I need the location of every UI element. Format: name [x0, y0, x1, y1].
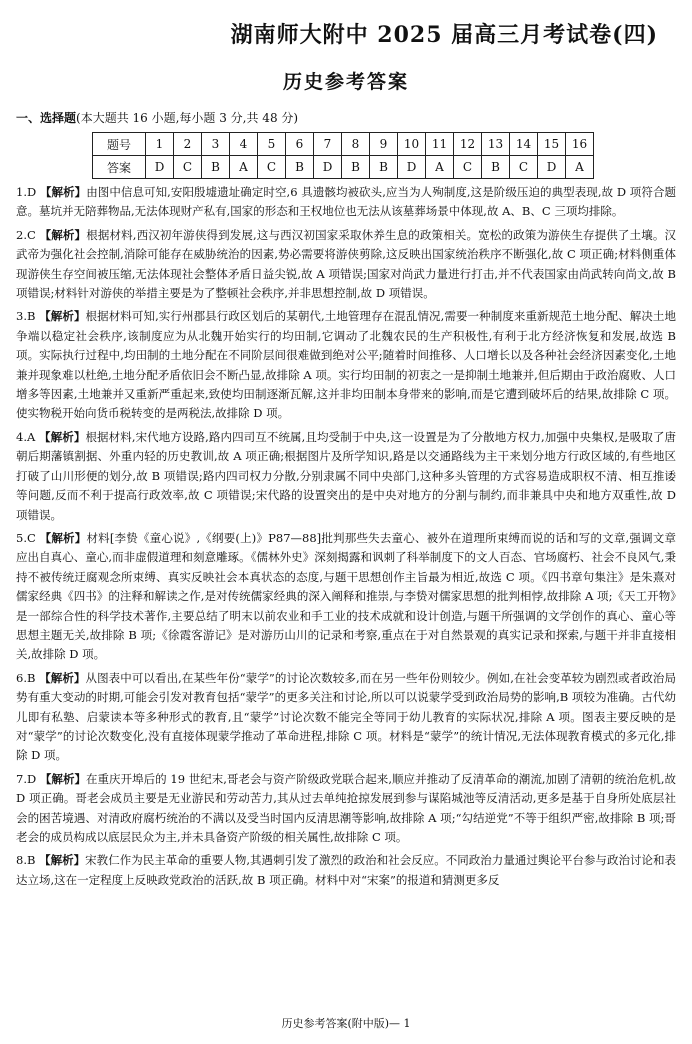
answer-cell: A: [566, 156, 594, 179]
answer-cell: B: [202, 156, 230, 179]
answer-cell: D: [146, 156, 174, 179]
answer-cell: D: [314, 156, 342, 179]
answer-cell: B: [370, 156, 398, 179]
explanations-list: [16, 183, 676, 890]
explanation-item: [16, 428, 676, 525]
answer-cell: B: [482, 156, 510, 179]
explanation-item: [16, 226, 676, 304]
question-number-cell: 12: [454, 133, 482, 156]
question-answer-label: 2.C: [16, 227, 36, 242]
analysis-tag: 【解析】: [39, 853, 86, 868]
question-number-cell: 8: [342, 133, 370, 156]
section-note: (本大题共 16 小题,每小题 3 分,共 48 分): [76, 111, 299, 125]
question-answer-label: 8.B: [16, 853, 36, 868]
question-answer-label: 4.A: [16, 429, 36, 444]
question-answer-label: 1.D: [16, 185, 37, 199]
explanation-item: [16, 770, 676, 848]
answer-cell: D: [398, 156, 426, 179]
answer-cell: C: [454, 156, 482, 179]
exam-title: 湖南师大附中 2025 届高三月考试卷(四): [230, 22, 658, 48]
analysis-text: 在重庆开埠后的 19 世纪末,哥老会与资产阶级政党联合起来,顺应并推动了反清革命的潮流,加剧了清朝的统治危机,故 D 项正确。哥老会成员主要是无业游民和劳动苦力,其从过去单纯抢掠发展到参与谋陷城池等反清活动,更多是基于自身所处底层社会的困苦境遇、对清政府腐朽统治的不满以及受当时国内反清思潮等影响,故排除 A 项;“勾结逆党”不等于组织严密,故排除 B 项;哥老会的成员构成以底层民众为主,并未具备资产阶级的相关属性,故排除 C 项。: [16, 771, 677, 844]
analysis-tag: 【解析】: [39, 429, 86, 444]
question-answer-label: 5.C: [16, 530, 36, 545]
question-number-cell: 6: [286, 133, 314, 156]
question-number-cell: 14: [510, 133, 538, 156]
answer-table: [92, 132, 594, 179]
analysis-text: 宋教仁作为民主革命的重要人物,其遇刺引发了激烈的政治和社会反应。不同政治力量通过舆论平台参与政治讨论和表达立场,这在一定程度上反映政党政治的活跃,故 B 项正确。材料中对“宋案”的报道和猜测更多反: [16, 853, 677, 887]
analysis-tag: 【解析】: [39, 530, 87, 545]
analysis-text: 从图表中可以看出,在某些年份“蒙学”的讨论次数较多,而在另一些年份则较少。例如,在社会变革较为剧烈或者政治局势有重大变动的时期,可能会引发对教育包括“蒙学”的更多关注和讨论,所以可以说蒙学受到政治局势的影响,B 项较为准确。古代幼儿即有私塾、启蒙读本等多种形式的教育,且“蒙学”讨论次数不能完全等同于幼儿教育的实际状况,排除 A 项。图表主要反映的是对“蒙学”的讨论次数变化,没有直接体现蒙学推动了革命进程,排除 C 项。材料是“蒙学”的统计情况,无法体现教育模式的多元化,排除 D 项。: [16, 670, 677, 763]
section-heading: [16, 110, 676, 126]
explanation-item: [16, 851, 676, 890]
section-label: 一、选择题: [16, 111, 77, 125]
answer-row: [93, 156, 594, 179]
answer-cell: C: [510, 156, 538, 179]
question-number-cell: 15: [538, 133, 566, 156]
row-label-number: 题号: [93, 133, 146, 156]
explanation-item: [16, 307, 676, 423]
answer-key-title: 历史参考答案: [282, 71, 409, 93]
analysis-tag: 【解析】: [39, 771, 86, 786]
question-number-cell: 5: [258, 133, 286, 156]
question-number-cell: 2: [174, 133, 202, 156]
answer-cell: C: [174, 156, 202, 179]
question-number-cell: 4: [230, 133, 258, 156]
answer-cell: B: [342, 156, 370, 179]
analysis-text: 根据材料可知,实行州郡县行政区划后的某朝代,土地管理存在混乱情况,需要一种制度来重新规范土地分配、解决土地争端以稳定社会秩序,该制度应为从北魏开始实行的均田制,它调动了北魏农民的生产积极性,有利于北方经济恢复和发展,故选 B 项。实际执行过程中,均田制的土地分配在不同阶层间很难做到绝对公平;随着时间推移、人口增长以及各种社会经济因素变化,土地兼并现象难以杜绝,土地分配矛盾依旧会不断凸显,故排除 A 项。实行均田制的初衷之一是抑制土地兼并,但后期由于政治腐败、人口增多等因素,土地兼并又重新严重起来,致使均田制逐渐瓦解,这并非均田制本身带来的影响,而是它遭到破坏后的结果,故排除 C 项。使实物税开始向货币税转变的是两税法,故排除 D 项。: [16, 309, 677, 421]
page-footer: 历史参考答案(附中版)— 1: [281, 1017, 411, 1030]
analysis-tag: 【解析】: [39, 185, 87, 199]
question-number-cell: 1: [146, 133, 174, 156]
analysis-tag: 【解析】: [39, 309, 86, 324]
question-number-cell: 10: [398, 133, 426, 156]
analysis-text: 由图中信息可知,安阳殷墟遗址确定时空,6 具遗骸均被砍头,应当为人殉制度,这是阶级压迫的典型表现,故 D 项符合题意。墓坑并无陪葬物品,无法体现财产私有,国家的形态和王权地位也无法从该墓葬场景中体现,故 A、B、C 三项均排除。: [16, 185, 677, 219]
question-number-cell: 7: [314, 133, 342, 156]
row-label-answer: 答案: [93, 156, 146, 179]
answer-cell: C: [258, 156, 286, 179]
analysis-tag: 【解析】: [39, 670, 86, 685]
answer-cell: B: [286, 156, 314, 179]
question-answer-label: 6.B: [16, 670, 36, 685]
question-number-row: [93, 133, 594, 156]
question-number-cell: 11: [426, 133, 454, 156]
question-number-cell: 3: [202, 133, 230, 156]
analysis-text: 根据材料,宋代地方设路,路内四司互不统属,且均受制于中央,这一设置是为了分散地方权力,加强中央集权,是吸取了唐朝后期藩镇割据、外重内轻的历史教训,故 A 项正确;根据图片及所学知识,路是以交通路线为主干来划分地方行政区域的,有些地区打破了山川形便的划分,故 B 项错误;路内四司权力分散,分别隶属不同中央部门,这种多头管理的方式容易造成职权不清、相互推诿等问题,反而不利于提高行政效率,故 C 项错误;宋代路的设置突出的是中央对地方的分割与制约,而非兼具中央和地方双重性,故 D 项错误。: [16, 429, 677, 522]
explanation-item: [16, 669, 676, 766]
question-number-cell: 13: [482, 133, 510, 156]
analysis-text: 根据材料,西汉初年游侠得到发展,这与西汉初国家采取休养生息的政策相关。宽松的政策为游侠生存提供了土壤。汉武帝为强化社会控制,消除可能存在威胁统治的因素,势必需要将游侠剪除,这反映出国家统治秩序不断强化,故 C 项正确;材料侧重体现游侠生存空间被压缩,无法体现社会整体矛盾日益尖锐,故 A 项错误;国家对尚武力量进行打击,并不代表国家由尚武转向尚文,故 B 项错误;材料针对游侠的举措主要是为了整顿社会秩序,并非思想控制,故 D 项错误。: [16, 227, 677, 301]
analysis-tag: 【解析】: [39, 227, 87, 242]
explanation-item: [16, 529, 676, 665]
explanation-item: [16, 183, 676, 222]
analysis-text: 材料[李贽《童心说》,《纲要(上)》P87—88]批判那些失去童心、被外在道理所束缚而说的话和写的文章,强调文章应出自真心、童心,而非虚假道理和刻意雕琢。《儒林外史》深刻揭露和讽刺了科举制度下的文人百态、官场腐朽、社会不良风气,秉持不被传统迂腐观念所束缚、真实反映社会本真状态的态度,与题干思想创作主旨最为相近,故选 C 项。《四书章句集注》是朱熹对儒家经典《四书》的注释和解读之作,是对传统儒家经典的深入阐释和推崇,与李贽对儒家思想的批判相悖,故排除 A 项;《天工开物》是一部综合性的科学技术著作,主要总结了明末以前农业和手工业的技术成就和设计创造,与题干所强调的文学创作的真心、童心等思想主题无关,故排除 B 项;《徐霞客游记》是对游历山川的记录和考察,重点在于对自然景观的真实记录和探索,与题干并非直接相关,故排除 D 项。: [16, 530, 677, 662]
question-number-cell: 9: [370, 133, 398, 156]
question-answer-label: 3.B: [16, 309, 36, 324]
answer-cell: D: [538, 156, 566, 179]
answer-cell: A: [230, 156, 258, 179]
question-number-cell: 16: [566, 133, 594, 156]
answer-cell: A: [426, 156, 454, 179]
question-answer-label: 7.D: [16, 771, 37, 786]
